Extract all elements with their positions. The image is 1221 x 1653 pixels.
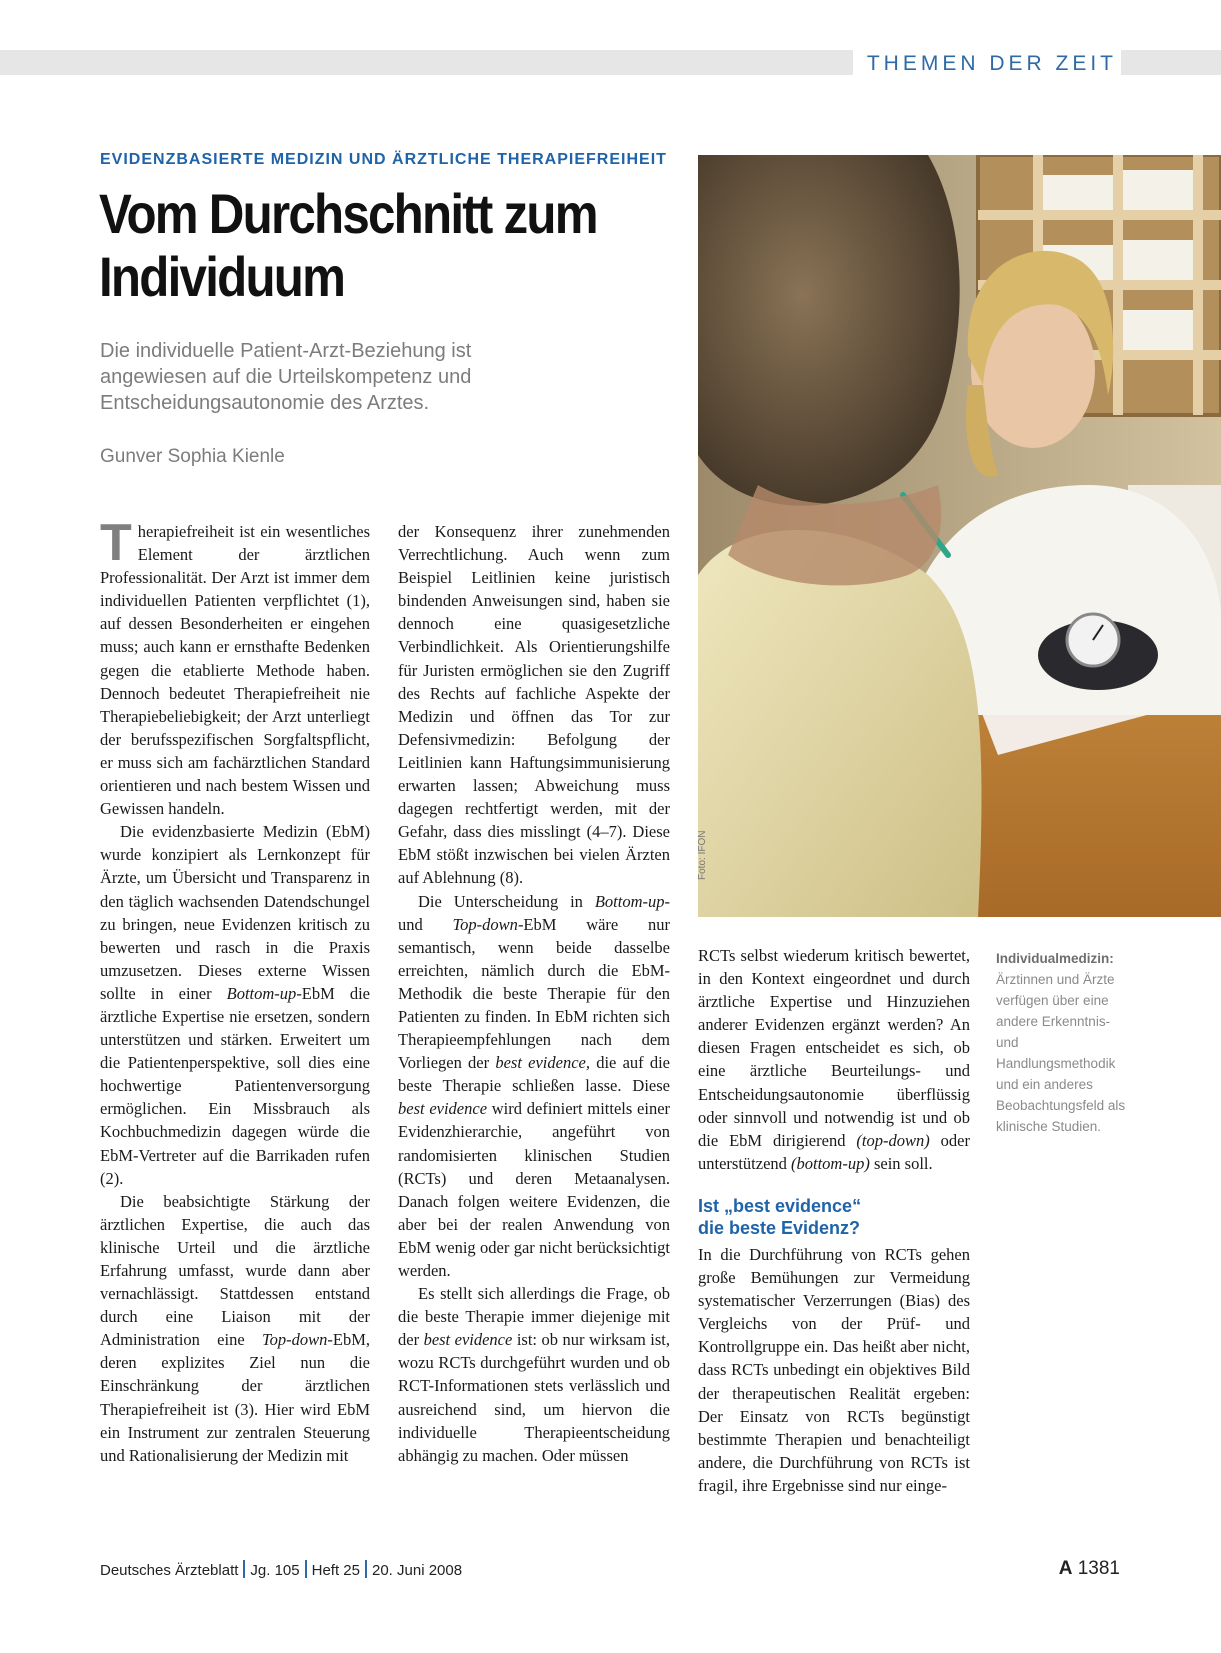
paragraph: In die Durchführung von RCTs gehen große Bemühungen zur Vermeidung systematischer Verzerrungen (Bias) des Vergleichs von der Prüf- und Kontrollgruppe ein. Das heißt aber nicht, dass RCTs unbedingt ein objektives Bild der therapeutischen Realität ergeben: Der Einsatz von RCTs begünstigt bestimmte Therapien und benachteiligt andere, die Durchführung von RCTs ist fragil, ihre Ergebnisse sind nur einge- xyxy=(698,1244,970,1495)
paragraph: Die beabsichtigte Stärkung der ärztlichen Expertise, die auch das klinische Urteil und die ärztliche Erfahrung umfasst, wurde dann aber vernachlässigt. Stattdessen entstand durch eine Liaison mit der Administration eine Top-down-EbM, deren explizites Ziel nun die Einschränkung der ärztlichen Therapiefreiheit ist (3). Hier wird EbM ein Instrument zur zentralen Steuerung und Rationalisierung der Medizin mit xyxy=(100,1191,370,1465)
footer-separator xyxy=(243,1560,245,1578)
body-column-2 xyxy=(398,520,670,1560)
footer-date: 20. Juni 2008 xyxy=(372,1562,463,1579)
paragraph: Die Unterscheidung in Bottom-up- und Top-down-EbM wäre nur semantisch, wenn beide dasselbe erreichten, nämlich durch die EbM-Methodik die beste Therapie für den Patienten zu finden. In EbM richten sich Therapieempfehlungen nach dem Vorliegen der best evidence, die auf die beste Therapie schließen lasse. Diese best evidence wird definiert mittels einer Evidenzhierarchie, angeführt von randomisierten klinischen Studien (RCTs) und deren Metaanalysen. Danach folgen weitere Evidenzen, die aber bei der realen Anwendung von EbM wenig oder gar nicht berücksichtigt werden. xyxy=(398,891,671,1280)
paragraph: Die evidenzbasierte Medizin (EbM) wurde konzipiert als Lernkonzept für Ärzte, um Übersicht und Transparenz in den täglich wachsenden Datendschungel zu bringen, neue Evidenzen kritisch zu bewerten und rasch in die Praxis umzusetzen. Dieses externe Wissen sollte in einer Bottom-up-EbM die ärztliche Expertise nie ersetzen, sondern unterstützen und stärken. Erweitert um die Patientenperspektive, soll dies eine hochwertige Patientenversorgung ermöglichen. Ein Missbrauch als Kochbuchmedizin dagegen würde die EbM-Vertreter auf die Barrikaden rufen (2). xyxy=(100,822,370,1188)
page-number-value: 1381 xyxy=(1077,1558,1120,1579)
article-title xyxy=(99,182,618,308)
footer-citation xyxy=(100,1560,462,1579)
body-column-3 xyxy=(698,944,970,1564)
lead-line-3: Entscheidungsautonomie des Arztes. xyxy=(100,392,430,414)
paragraph: Therapiefreiheit ist ein wesentliches Element der ärztlichen Professionalität. Der Arzt ist immer dem individuellen Patienten verpflichtet (1), auf dessen Besonderheiten er eingehen muss; auch kann er ernsthafte Bedenken gegen die etablierte Methode haben. Dennoch bedeutet Therapiefreiheit nie Therapiebeliebigkeit; der Arzt unterliegt der berufsspezifischen Sorgfaltspflicht, er muss sich am fachärztlichen Standard orientieren und nach bestem Wissen und Gewissen handeln. xyxy=(100,514,370,819)
drop-cap: T xyxy=(100,514,132,572)
doctor-consultation-photo xyxy=(698,155,1221,917)
caption-text: Ärztinnen und Ärzte verfügen über eine andere Erkenntnis- und Handlungsmethodik und ein anderes Beobachtungsfeld als klinische Studien. xyxy=(996,972,1126,1134)
title-line-1: Vom Durchschnitt zum xyxy=(99,182,597,245)
article-lead xyxy=(100,338,660,416)
section-subheading: Ist „best evidence“ die beste Evidenz? xyxy=(698,1195,862,1238)
article-author: Gunver Sophia Kienle xyxy=(100,446,285,467)
footer-separator xyxy=(305,1560,307,1578)
footer-journal: Deutsches Ärzteblatt xyxy=(100,1562,239,1579)
footer-issue: Heft 25 xyxy=(311,1562,360,1579)
lead-line-1: Die individuelle Patient-Arzt-Beziehung ist xyxy=(100,340,472,362)
article-photo xyxy=(698,155,1221,917)
paragraph: RCTs selbst wiederum kritisch bewertet, in den Kontext eingeordnet und durch ärztliche Expertise und Hinzuziehen anderer Evidenzen ergänzt werden? An diesen Fragen entscheidet es sich, ob eine ärztliche Beurteilungs- und Entscheidungsautonomie überflüssig oder sinnvoll und notwendig ist und ob die EbM dirigierend (top-down) oder unterstützend (bottom-up) sein soll. xyxy=(698,946,971,1173)
paragraph: der Konsequenz ihrer zunehmenden Verrechtlichung. Auch wenn zum Beispiel Leitlinien keine juristisch bindenden Anweisungen sind, haben sie dennoch eine quasigesetzliche Verbindlichkeit. Als Orientierungshilfe für Juristen ermöglichen sie den Zugriff des Rechts auf fachliche Aspekte der Medizin und öffnen das Tor zur Defensivmedizin: Befolgung der Leitlinien kann Haftungsimmunisierung erwarten lassen; Abweichung muss dagegen rechtfertigt werden, mit der Gefahr, dass dies misslingt (4–7). Diese EbM stößt inzwischen bei vielen Ärzten auf Ablehnung (8). xyxy=(398,522,670,888)
paragraph: Es stellt sich allerdings die Frage, ob die beste Therapie immer diejenige mit der best evidence ist: ob nur wirksam ist, wozu RCTs durchgeführt wurden und ob RCT-Informationen stets verlässlich und ausreichend sind, um hiervon die individuelle Therapieentscheidung abhängig zu machen. Oder müssen xyxy=(398,1284,670,1465)
lead-line-2: angewiesen auf die Urteilskompetenz und xyxy=(100,366,472,388)
page-number xyxy=(1059,1558,1120,1580)
title-line-2: Individuum xyxy=(99,245,345,308)
section-label: THEMEN DER ZEIT xyxy=(853,50,1121,75)
body-column-1 xyxy=(100,514,370,1560)
page-footer xyxy=(100,1560,1120,1586)
caption-title: Individualmedizin: xyxy=(996,951,1114,966)
footer-volume: Jg. 105 xyxy=(250,1562,300,1579)
page-prefix: A xyxy=(1058,1558,1073,1579)
article-kicker: EVIDENZBASIERTE MEDIZIN UND ÄRZTLICHE THERAPIEFREIHEIT xyxy=(100,151,667,168)
photo-credit: Foto: IFON xyxy=(697,830,708,880)
footer-separator xyxy=(365,1560,367,1578)
figure-caption xyxy=(996,948,1136,1137)
